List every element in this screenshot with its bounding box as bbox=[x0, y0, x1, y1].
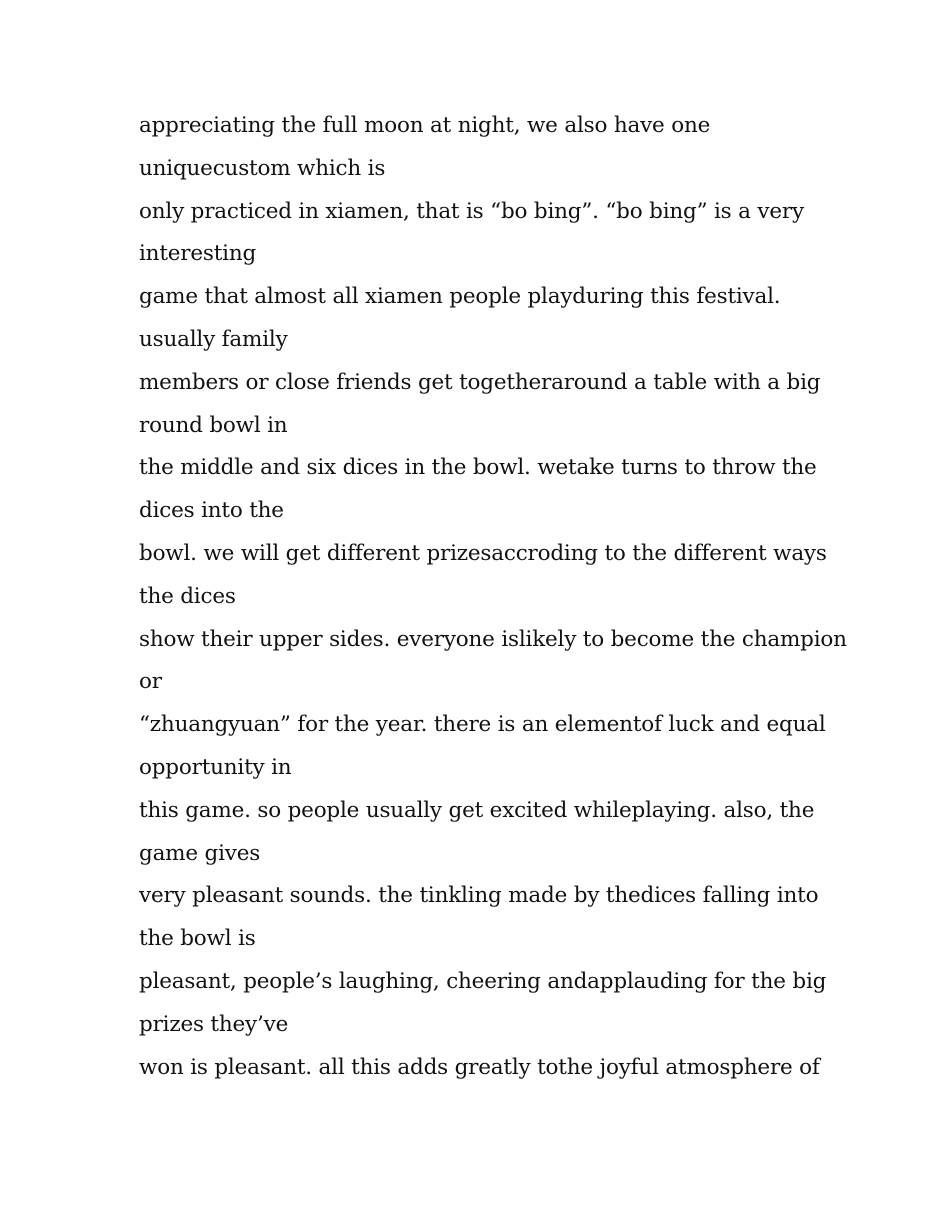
text-line: the bowl is bbox=[139, 926, 256, 952]
text-line: opportunity in bbox=[139, 754, 292, 780]
text-line: dices into the bbox=[139, 498, 284, 524]
text-line: the middle and six dices in the bowl. wetake turns to throw the bbox=[139, 455, 817, 481]
text-line: round bowl in bbox=[139, 412, 288, 438]
text-line: interesting bbox=[139, 241, 257, 267]
text-line: only practiced in xiamen, that is “bo bing”. “bo bing” is a very bbox=[139, 198, 804, 224]
text-line: game that almost all xiamen people playduring this festival. bbox=[139, 284, 781, 310]
text-line: very pleasant sounds. the tinkling made by thedices falling into bbox=[139, 883, 819, 909]
text-line: usually family bbox=[139, 326, 288, 352]
text-line: “zhuangyuan” for the year. there is an elementof luck and equal bbox=[139, 712, 826, 738]
text-line: or bbox=[139, 669, 162, 695]
text-line: this game. so people usually get excited whileplaying. also, the bbox=[139, 797, 815, 823]
text-line: bowl. we will get different prizesaccroding to the different ways bbox=[139, 540, 827, 566]
text-line: members or close friends get togetheraround a table with a big bbox=[139, 369, 821, 395]
text-line: game gives bbox=[139, 840, 261, 866]
text-line: won is pleasant. all this adds greatly tothe joyful atmosphere of bbox=[139, 1054, 820, 1080]
text-line: uniquecustom which is bbox=[139, 155, 386, 181]
text-line: the dices bbox=[139, 583, 236, 609]
text-line: appreciating the full moon at night, we also have one bbox=[139, 113, 711, 138]
text-line: prizes they’ve bbox=[139, 1011, 289, 1037]
text-line: show their upper sides. everyone islikely to become the champion bbox=[139, 626, 847, 652]
text-line: pleasant, people’s laughing, cheering andapplauding for the big bbox=[139, 968, 827, 994]
body-text bbox=[139, 105, 847, 1089]
